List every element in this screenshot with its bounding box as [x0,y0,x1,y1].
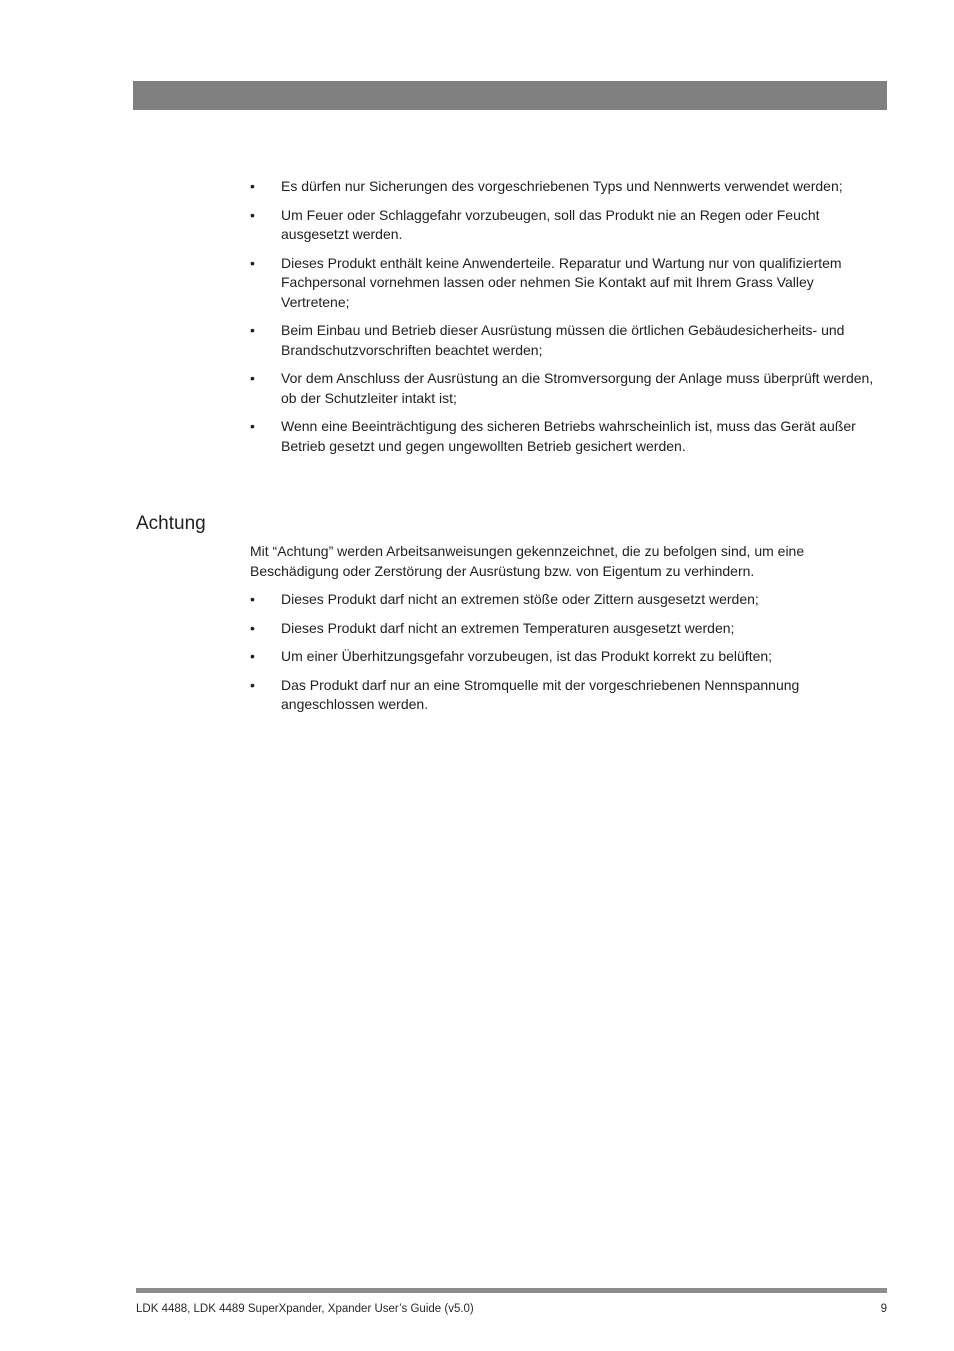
bullet-icon: • [250,648,255,664]
list-item-text: Es dürfen nur Sicherungen des vorgeschriebenen Typs und Nennwerts verwendet werden; [281,178,843,194]
bullet-icon: • [250,591,255,607]
bullet-icon: • [250,418,255,434]
list-item-text: Dieses Produkt enthält keine Anwenderteile. Reparatur und Wartung nur von qualifiziertem Fachpersonal vornehmen lassen oder nehmen Sie Kontakt auf mit Ihrem Grass Valley Vertretene; [281,254,842,310]
bullet-icon: • [250,178,255,194]
bullet-icon: • [250,322,255,338]
list-item-text: Vor dem Anschluss der Ausrüstung an die Stromversorgung der Anlage muss überprüft werden, ob der Schutzleiter intakt ist; [281,370,874,406]
bullet-icon: • [250,206,255,223]
list-item-text: Dieses Produkt darf nicht an extremen stöße oder Zittern ausgesetzt werden; [281,591,759,607]
footer-document-title: LDK 4488, LDK 4489 SuperXpander, Xpander User’s Guide (v5.0) [136,1303,474,1315]
list-item-text: Um einer Überhitzungsgefahr vorzubeugen, ist das Produkt korrekt zu belüften; [281,648,773,664]
bullet-icon: • [250,676,255,693]
caution-intro-paragraph: Mit “Achtung” werden Arbeitsanweisungen gekennzeichnet, die zu befolgen sind, um eine Beschädigung oder Zerstörung der Ausrüstung bzw. von Eigentum zu verhindern. [250,543,805,579]
list-item [250,177,875,197]
page-number: 9 [880,1303,887,1315]
list-item [250,369,875,408]
list-item-text: Wenn eine Beeinträchtigung des sicheren Betriebs wahrscheinlich ist, muss das Gerät außer Betrieb gesetzt und gegen ungewollten Betrieb gesichert werden. [281,418,856,454]
warning-list [250,177,875,465]
caution-list [250,590,875,724]
list-item [250,676,875,715]
list-item [250,321,875,360]
list-item-text: Das Produkt darf nur an eine Stromquelle mit der vorgeschriebenen Nennspannung angeschlossen werden. [281,676,800,712]
section-heading-achtung: Achtung [136,513,206,534]
bullet-icon: • [250,254,255,271]
list-item [250,647,875,667]
footer-rule [136,1288,887,1293]
list-item-text: Beim Einbau und Betrieb dieser Ausrüstung müssen die örtlichen Gebäudesicherheits- und Brandschutzvorschriften beachtet werden; [281,322,845,358]
list-item [250,590,875,610]
list-item [250,619,875,639]
bullet-icon: • [250,619,255,636]
list-item-text: Um Feuer oder Schlaggefahr vorzubeugen, soll das Produkt nie an Regen oder Feucht ausgesetzt werden. [281,206,820,242]
list-item [250,417,875,456]
list-item-text: Dieses Produkt darf nicht an extremen Temperaturen ausgesetzt werden; [281,619,735,636]
bullet-icon: • [250,370,255,386]
header-bar [133,81,887,110]
list-item [250,254,875,313]
list-item [250,206,875,245]
